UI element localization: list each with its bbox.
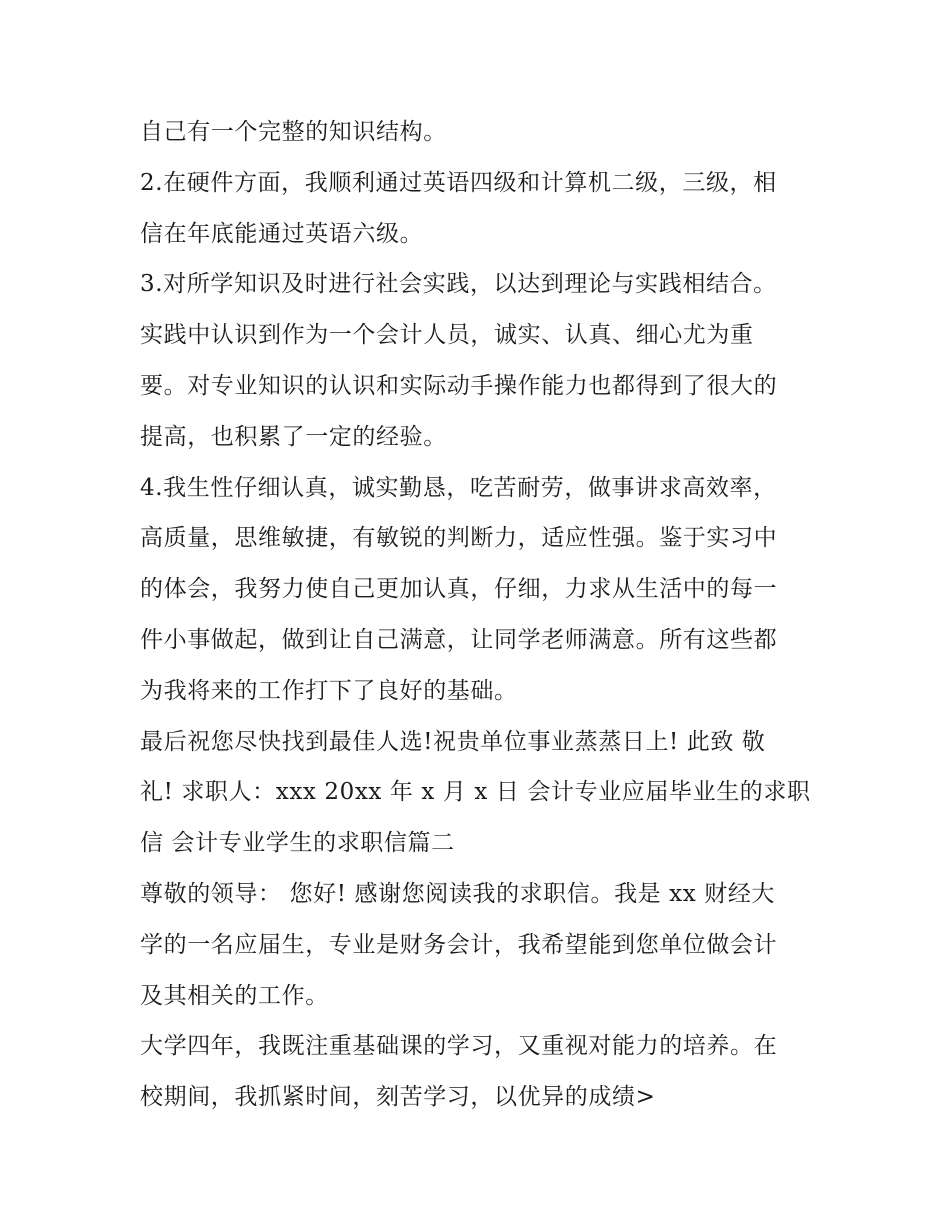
text-line: 提高，也积累了一定的经验。 <box>140 423 447 450</box>
text-line: 高质量，思维敏捷，有敏锐的判断力，适应性强。鉴于实习中 <box>140 525 778 552</box>
text-line: 信在年底能通过英语六级。 <box>140 220 424 247</box>
text-line: 及其相关的工作。 <box>140 982 329 1009</box>
text-line: 的体会，我努力使自己更加认真，仔细，力求从生活中的每一 <box>140 576 778 603</box>
text-line: 2.在硬件方面，我顺利通过英语四级和计算机二级，三级，相 <box>140 169 777 196</box>
text-line: 4.我生性仔细认真，诚实勤恳，吃苦耐劳，做事讲求高效率， <box>140 474 777 501</box>
text-line: 自己有一个完整的知识结构。 <box>140 119 447 145</box>
text-line: 3.对所学知识及时进行社会实践，以达到理论与实践相结合。 <box>140 271 777 298</box>
text-line: 最后祝您尽快找到最佳人选!祝贵单位事业蒸蒸日上! 此致 敬 <box>140 728 766 755</box>
text-line: 信 会计专业学生的求职信篇二 <box>140 830 455 857</box>
text-line: 大学四年，我既注重基础课的学习，又重视对能力的培养。在 <box>140 1033 778 1060</box>
text-line: 为我将来的工作打下了良好的基础。 <box>140 677 518 704</box>
text-line: 礼! 求职人：xxx 20xx 年 x 月 x 日 会计专业应届毕业生的求职 <box>140 779 811 806</box>
document-body <box>140 107 820 1123</box>
text-line: 件小事做起，做到让自己满意，让同学老师满意。所有这些都 <box>140 626 778 653</box>
text-line: 要。对专业知识的认识和实际动手操作能力也都得到了很大的 <box>140 372 778 399</box>
text-line: 实践中认识到作为一个会计人员，诚实、认真、细心尤为重 <box>140 322 754 349</box>
text-line: 尊敬的领导： 您好! 感谢您阅读我的求职信。我是 xx 财经大 <box>140 880 776 907</box>
text-line: 校期间，我抓紧时间，刻苦学习，以优异的成绩> <box>140 1084 656 1111</box>
text-line: 学的一名应届生，专业是财务会计，我希望能到您单位做会计 <box>140 931 778 958</box>
